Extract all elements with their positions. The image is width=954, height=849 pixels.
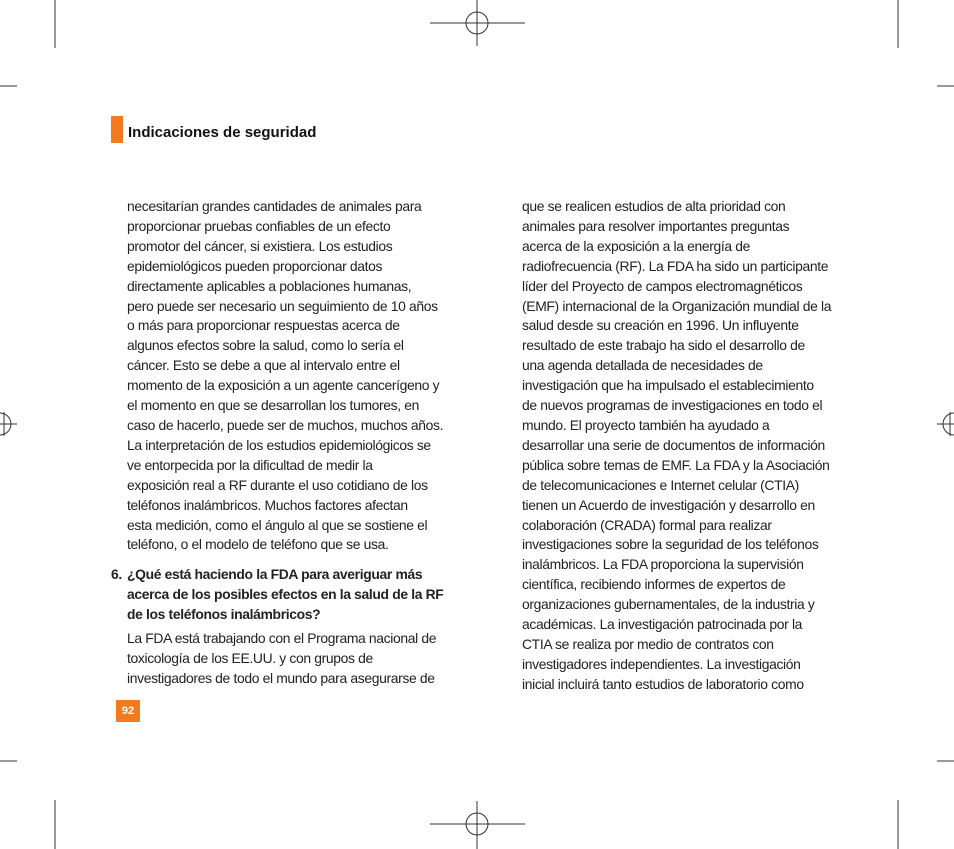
- text-line: animales para resolver importantes preguntas: [522, 217, 790, 234]
- question-number: 6.: [111, 566, 122, 582]
- text-line: exposición real a RF durante el uso cotidiano de los: [127, 476, 428, 493]
- text-line: promotor del cáncer, si existiera. Los estudios: [127, 237, 393, 254]
- text-line: tienen un Acuerdo de investigación y desarrollo en: [522, 496, 815, 513]
- left-column-paragraph: [127, 197, 472, 555]
- text-line: esta medición, como el ángulo al que se sostiene el: [127, 516, 428, 533]
- text-line: directamente aplicables a poblaciones humanas,: [127, 277, 412, 294]
- text-line: inicial incluirá tanto estudios de laboratorio como: [522, 675, 804, 692]
- text-line: La FDA está trabajando con el Programa nacional de: [127, 630, 437, 646]
- text-line: caso de hacerlo, puede ser de muchos, muchos años.: [127, 416, 444, 433]
- text-line: el momento en que se desarrollan los tumores, en: [127, 397, 420, 414]
- page-number-badge: 92: [116, 700, 140, 722]
- text-line: que se realicen estudios de alta prioridad con: [522, 198, 786, 214]
- text-line: investigaciones sobre la seguridad de los teléfonos: [522, 536, 819, 553]
- text-line: toxicología de los EE.UU. y con grupos de: [127, 649, 373, 666]
- text-line: ve entorpecida por la dificultad de medir la: [127, 456, 373, 473]
- text-line: cáncer. Esto se debe a que al intervalo entre el: [127, 357, 400, 374]
- text-line: o más para proporcionar respuestas acerca de: [127, 317, 400, 334]
- text-line: investigación que ha impulsado el establecimiento: [522, 377, 814, 394]
- text-line: acerca de la exposición a la energía de: [522, 237, 751, 254]
- text-line: CTIA se realiza por medio de contratos con: [522, 635, 774, 652]
- text-line: una agenda detallada de necesidades de: [522, 357, 763, 374]
- text-line: (EMF) internacional de la Organización mundial de la: [522, 297, 832, 314]
- question-line: ¿Qué está haciendo la FDA para averiguar más: [127, 566, 423, 582]
- answer-paragraph: [127, 629, 472, 689]
- text-line: algunos efectos sobre la salud, como lo sería el: [127, 337, 404, 354]
- text-line: académicas. La investigación patrocinada por la: [522, 616, 803, 633]
- text-line: teléfono, o el modelo de teléfono que se usa.: [127, 536, 389, 553]
- section-title: Indicaciones de seguridad: [128, 124, 317, 141]
- section-accent-bar: [111, 116, 123, 143]
- text-line: investigadores de todo el mundo para asegurarse de: [127, 669, 435, 686]
- text-line: de telecomunicaciones e Internet celular (CTIA): [522, 476, 799, 493]
- text-line: pública sobre temas de EMF. La FDA y la Asociación: [522, 456, 830, 473]
- text-line: La interpretación de los estudios epidemiológicos se: [127, 436, 431, 453]
- text-line: momento de la exposición a un agente cancerígeno y: [127, 377, 440, 394]
- text-line: salud desde su creación en 1996. Un influyente: [522, 317, 799, 334]
- right-column-paragraph: [522, 197, 872, 695]
- text-line: organizaciones gubernamentales, de la industria y: [522, 596, 815, 613]
- text-line: teléfonos inalámbricos. Muchos factores afectan: [127, 496, 408, 513]
- text-line: necesitarían grandes cantidades de animales para: [127, 198, 422, 214]
- text-line: epidemiológicos pueden proporcionar datos: [127, 257, 383, 274]
- text-line: científica, recibiendo informes de expertos de: [522, 576, 786, 593]
- text-line: resultado de este trabajo ha sido el desarrollo de: [522, 337, 805, 354]
- text-line: colaboración (CRADA) formal para realizar: [522, 516, 772, 533]
- text-line: proporcionar pruebas confiables de un efecto: [127, 217, 391, 234]
- text-line: investigadores independientes. La investigación: [522, 655, 801, 672]
- question-line: acerca de los posibles efectos en la salud de la RF: [127, 585, 444, 602]
- text-line: desarrollar una serie de documentos de información: [522, 436, 825, 453]
- text-line: mundo. El proyecto también ha ayudado a: [522, 416, 770, 433]
- text-line: inalámbricos. La FDA proporciona la supervisión: [522, 556, 804, 573]
- text-line: de nuevos programas de investigaciones en todo el: [522, 397, 823, 414]
- text-line: pero puede ser necesario un seguimiento de 10 años: [127, 297, 438, 314]
- text-line: líder del Proyecto de campos electromagnéticos: [522, 277, 803, 294]
- question-line: de los teléfonos inalámbricos?: [127, 605, 321, 622]
- text-line: radiofrecuencia (RF). La FDA ha sido un participante: [522, 257, 829, 274]
